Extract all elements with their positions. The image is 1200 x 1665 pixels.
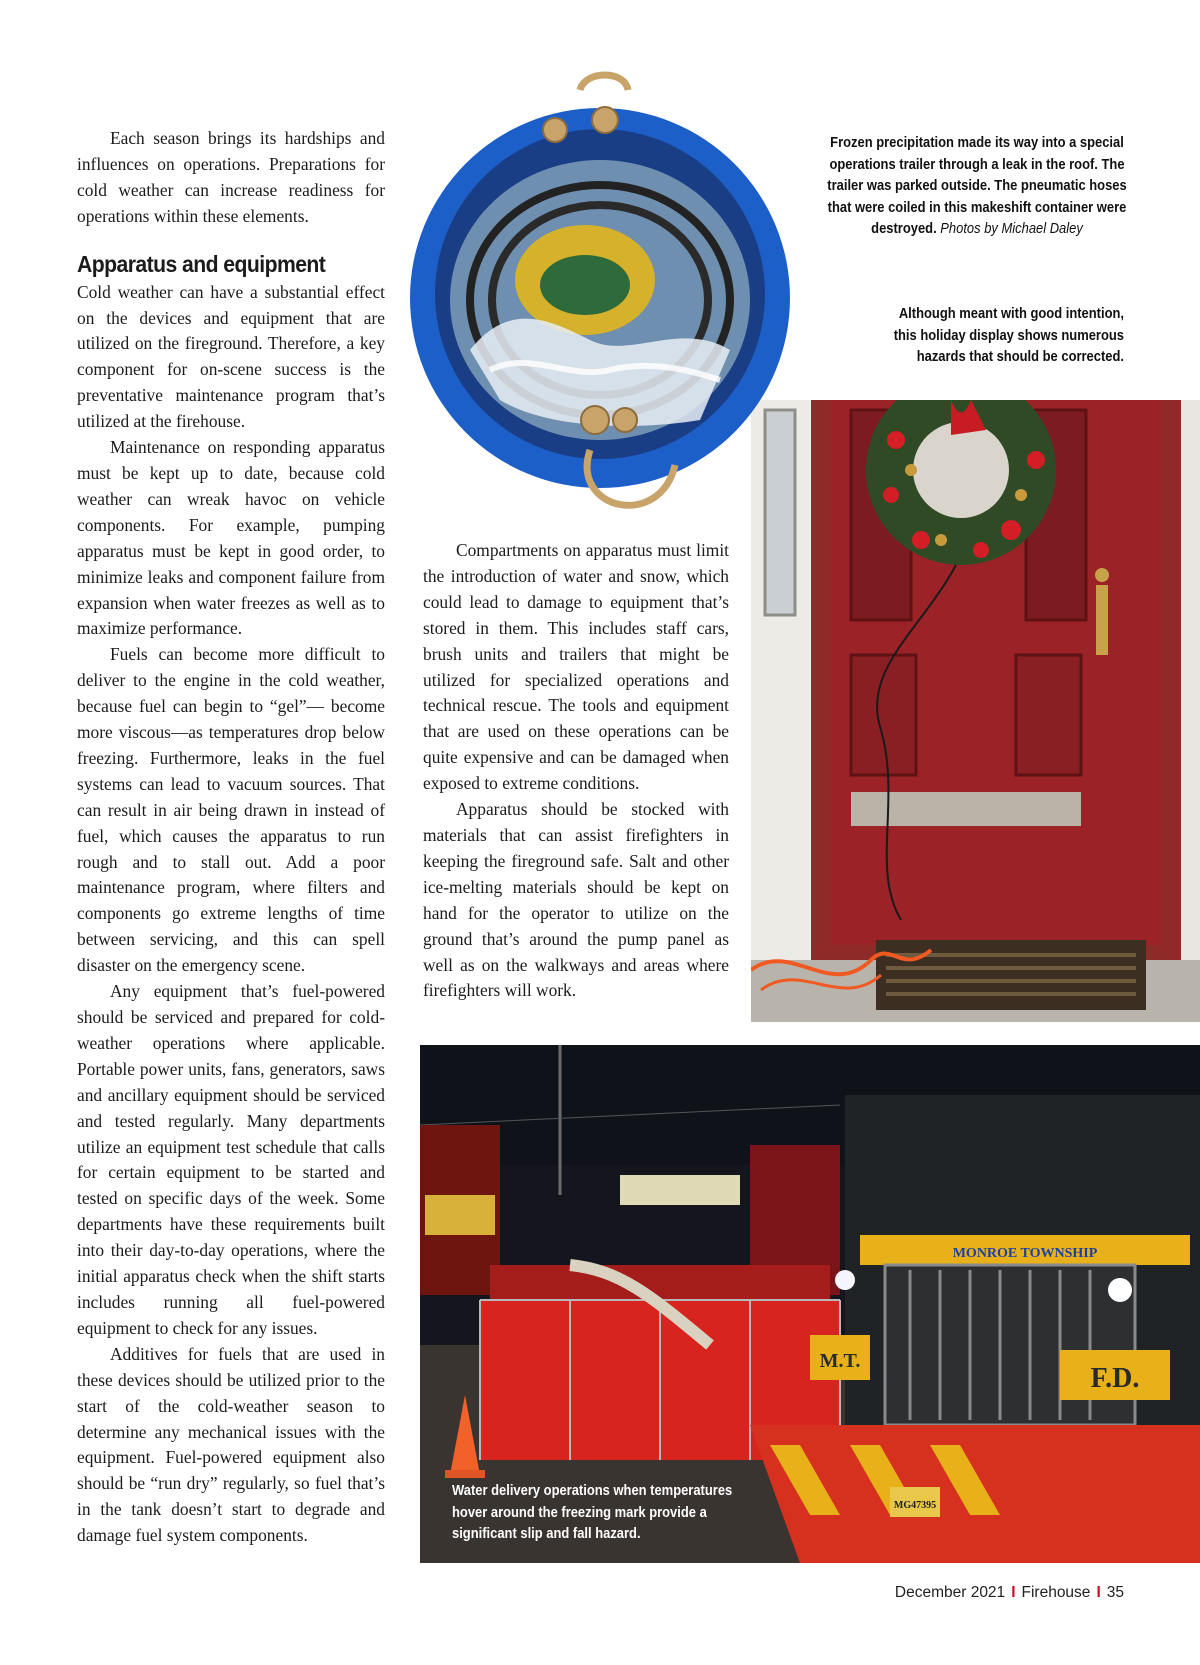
body-paragraph: Cold weather can have a substantial effect on the devices and equipment that are utilized on the fireground. Therefore, a key component for on-scene success is the preventative maintenance program that’s utilized at the firehouse. [77, 281, 385, 432]
water-photo-caption: Water delivery operations when temperatures hover around the freezing mark provide a significant slip and fall hazard. [452, 1483, 733, 1542]
body-paragraph: Maintenance on responding apparatus must be kept up to date, because cold weather can wreak havoc on vehicle components. For example, pumping apparatus must be kept in good order, to minimize leaks and component failure from expansion when water freezes as well as to maximize performance. [77, 437, 385, 639]
left-column [77, 126, 385, 1549]
section-heading: Apparatus and equipment [77, 250, 326, 277]
folio-separator: I [1011, 1584, 1016, 1601]
middle-column [423, 538, 729, 1004]
holiday-door-photo [751, 400, 1200, 1022]
grille-left-text: M.T. [819, 1350, 861, 1372]
bucket-caption-text: Frozen precipitation made its way into a special operations trailer through a leak in the roof. The trailer was parked outside. The pneumatic hoses that were coiled in this makeshift container were destroyed. [827, 135, 1127, 237]
body-paragraph: Apparatus should be stocked with materials that can assist firefighters in keeping the fireground safe. Salt and other ice-melting materials should be kept on hand for the operator to utilize on the ground that’s around the pump panel as well as on the walkways and areas where firefighters will work. [423, 799, 729, 1001]
page-number: 35 [1106, 1584, 1124, 1601]
holiday-photo-caption: Although meant with good intention, this holiday display shows numerous hazards that should be corrected. [893, 306, 1124, 365]
magazine-name: Firehouse [1021, 1584, 1091, 1601]
license-plate-text: MG47395 [893, 1500, 937, 1511]
folio-separator: I [1096, 1584, 1101, 1601]
issue-date: December 2021 [894, 1584, 1006, 1601]
body-paragraph: Any equipment that’s fuel-powered should be serviced and prepared for cold-weather operations where applicable. Portable power units, fans, generators, saws and ancillary equipment should be serviced and tested regularly. Many departments utilize an equipment test schedule that calls for certain equipment to be started and tested on specific days of the week. Some departments have these requirements built into their day-to-day operations, where the initial apparatus check when the shift starts includes running all fuel-powered equipment to check for any issues. [77, 981, 385, 1338]
grille-right-text: F.D. [1090, 1363, 1140, 1394]
body-paragraph: Additives for fuels that are used in these devices should be utilized prior to the start of the cold-weather season to determine any mechanical issues with the equipment. Fuel-powered equipment also should be “run dry” regularly, so fuel that’s in the tank doesn’t start to degrade and damage fuel system components. [77, 1343, 385, 1546]
page-folio [895, 1584, 1124, 1602]
intro-paragraph: Each season brings its hardships and influences on operations. Preparations for cold weather can increase readiness for operations within these elements. [77, 128, 385, 226]
holiday-door-illustration [751, 400, 1200, 1022]
photo-credit: Photos by Michael Daley [940, 221, 1083, 237]
frozen-bucket-illustration [400, 70, 795, 530]
body-paragraph: Fuels can become more difficult to deliver to the engine in the cold weather, because fuel can begin to “gel”— become more viscous—as temperatures drop below freezing. Furthermore, leaks in the fuel systems can lead to vacuum sources. That can result in air being drawn in instead of fuel, which causes the apparatus to run rough and to stall out. Add a poor maintenance program, where filters and components go extreme lengths of time between servicing, and this can spell disaster on the emergency scene. [77, 644, 385, 976]
body-paragraph: Compartments on apparatus must limit the introduction of water and snow, which could lead to damage to equipment that’s stored in them. This includes staff cars, brush units and trailers that might be utilized for specialized operations and technical rescue. The tools and equipment that are used on these operations can be quite expensive and can be damaged when exposed to extreme conditions. [423, 540, 729, 794]
frozen-bucket-photo [400, 70, 795, 530]
apparatus-banner-text: MONROE TOWNSHIP [952, 1246, 1098, 1261]
bucket-photo-caption [823, 133, 1131, 241]
